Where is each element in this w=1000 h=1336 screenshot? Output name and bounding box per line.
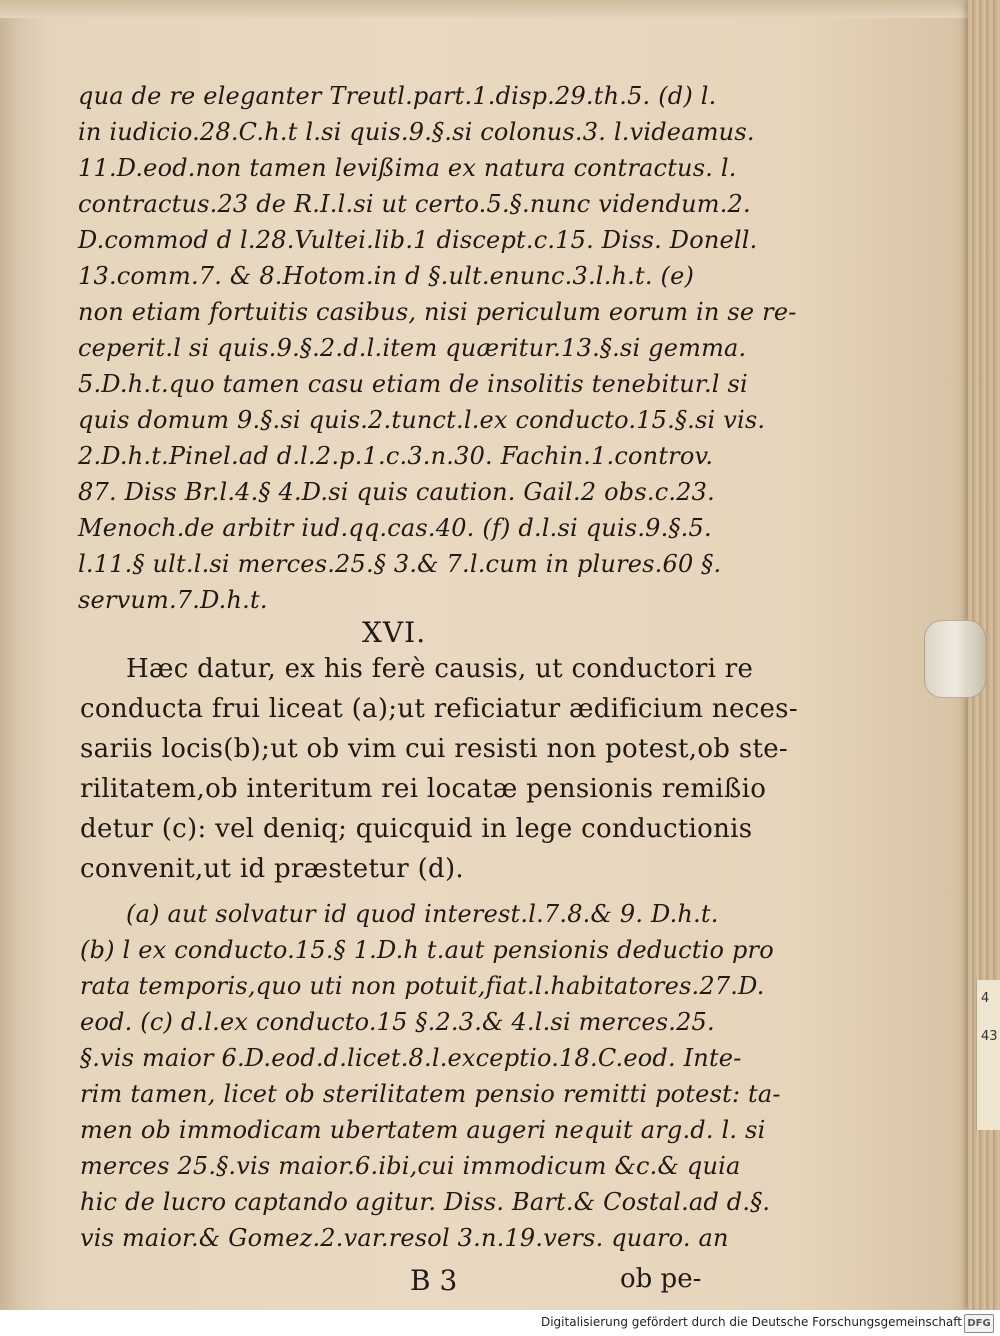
note-line: l.11.§ ult.l.si merces.25.§ 3.& 7.l.cum in plures.60 §. [78, 550, 722, 578]
note-line: 87. Diss Br.l.4.§ 4.D.si quis caution. Gail.2 obs.c.23. [78, 478, 715, 506]
body-line: rilitatem,ob interitum rei locatæ pensionis remißio [80, 774, 767, 804]
note-line: men ob immodicam ubertatem augeri nequit arg.d. l. si [80, 1116, 766, 1144]
signature-mark: B 3 [410, 1264, 458, 1297]
note-line: vis maior.& Gomez.2.var.resol 3.n.19.vers. quaro. an [80, 1224, 729, 1252]
note-line: quis domum 9.§.si quis.2.tunct.l.ex conducto.15.§.si vis. [78, 406, 766, 434]
note-line: rim tamen, licet ob sterilitatem pensio remitti potest: ta- [80, 1080, 781, 1108]
note-line: contractus.23 de R.I.l.si ut certo.5.§.nunc videndum.2. [78, 190, 751, 218]
note-line: qua de re eleganter Treutl.part.1.disp.29.th.5. (d) l. [78, 82, 717, 110]
note-line: 11.D.eod.non tamen levißima ex natura contractus. l. [78, 154, 737, 182]
body-line: convenit,ut id præstetur (d). [80, 854, 464, 884]
note-line: 2.D.h.t.Pinel.ad d.l.2.p.1.c.3.n.30. Fachin.1.controv. [78, 442, 714, 470]
catchword: ob pe- [620, 1264, 702, 1294]
note-line: hic de lucro captando agitur. Diss. Bart.& Costal.ad d.§. [80, 1188, 771, 1216]
section-heading: XVI. [362, 616, 427, 649]
side-tab-label: 4 [981, 991, 990, 1006]
body-line: Hæc datur, ex his ferè causis, ut conductori re [126, 654, 754, 684]
note-line: non etiam fortuitis casibus, nisi periculum eorum in se re- [78, 298, 797, 326]
note-line: D.commod d l.28.Vultei.lib.1 discept.c.15. Diss. Donell. [78, 226, 758, 254]
body-line: sariis locis(b);ut ob vim cui resisti non potest,ob ste- [80, 734, 788, 764]
note-line: §.vis maior 6.D.eod.d.licet.8.l.exceptio.18.C.eod. Inte- [80, 1044, 742, 1072]
note-line: 13.comm.7. & 8.Hotom.in d §.ult.enunc.3.l.h.t. (e) [78, 262, 695, 290]
body-line: conducta frui liceat (a);ut reficiatur ædificium neces- [80, 694, 798, 724]
note-line: (a) aut solvatur id quod interest.l.7.8.& 9. D.h.t. [126, 900, 719, 928]
note-line: Menoch.de arbitr iud.qq.cas.40. (f) d.l.si quis.9.§.5. [78, 514, 712, 542]
note-line: (b) l ex conducto.15.§ 1.D.h t.aut pensionis deductio pro [80, 936, 774, 964]
body-line: detur (c): vel deniq; quicquid in lege conductionis [80, 814, 753, 844]
note-line: servum.7.D.h.t. [78, 586, 268, 614]
note-line: eod. (c) d.l.ex conducto.15 §.2.3.& 4.l.si merces.25. [80, 1008, 715, 1036]
note-line: ceperit.l si quis.9.§.2.d.l.item quæritur.13.§.si gemma. [78, 334, 747, 362]
footer-bar [0, 1310, 1000, 1336]
dfg-logo: DFG [964, 1314, 994, 1333]
note-line: in iudicio.28.C.h.t l.si quis.9.§.si colonus.3. l.videamus. [78, 118, 755, 146]
note-line: rata temporis,quo uti non potuit,fiat.l.habitatores.27.D. [80, 972, 765, 1000]
side-tab-label: 43 [981, 1029, 998, 1044]
note-line: 5.D.h.t.quo tamen casu etiam de insolitis tenebitur.l si [78, 370, 748, 398]
footer-credit: Digitalisierung gefördert durch die Deutsche Forschungsgemeinschaft [540, 1315, 962, 1329]
note-line: merces 25.§.vis maior.6.ibi,cui immodicum &c.& quia [80, 1152, 741, 1180]
